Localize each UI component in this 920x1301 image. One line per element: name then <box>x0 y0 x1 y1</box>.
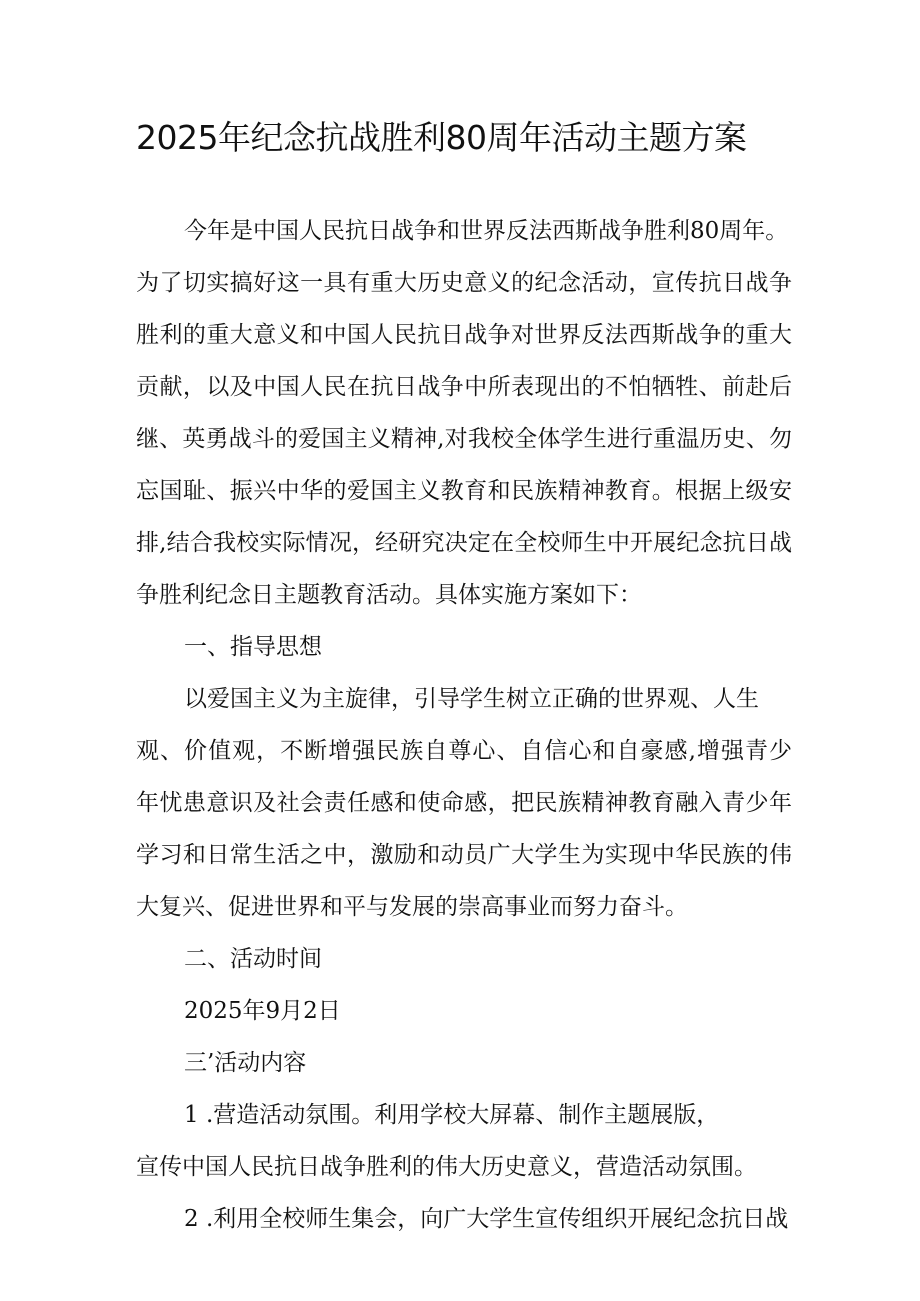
paragraph-guiding-thought <box>136 673 796 933</box>
section-heading-activity-content: 三’活动内容 <box>184 1050 307 1076</box>
paragraph-line: 继、英勇战斗的爱国主义精神,对我校全体学生进行重温历史、勿 <box>136 426 792 452</box>
paragraph-line: 贡献，以及中国人民在抗日战争中所表现出的不怕牺牲、前赴后 <box>136 374 792 400</box>
section-heading-guiding-thought: 一、指导思想 <box>184 634 322 660</box>
paragraph-line: 忘国耻、振兴中华的爱国主义教育和民族精神教育。根据上级安 <box>136 478 792 504</box>
paragraph-intro <box>136 205 796 621</box>
paragraph-line: 1 .营造活动氛围。利用学校大屏幕、制作主题展版， <box>184 1102 720 1128</box>
paragraph-line: 学习和日常生活之中，激励和动员广大学生为实现中华民族的伟 <box>136 842 792 868</box>
paragraph-line: 大复兴、促进世界和平与发展的崇高事业而努力奋斗。 <box>136 894 688 920</box>
document-body <box>136 205 796 1245</box>
activity-date: 2025年9月2日 <box>184 998 341 1024</box>
paragraph-line: 观、价值观，不断增强民族自尊心、自信心和自豪感,增强青少 <box>136 738 792 764</box>
paragraph-line: 宣传中国人民抗日战争胜利的伟大历史意义，营造活动氛围。 <box>136 1154 757 1180</box>
paragraph-line: 以爱国主义为主旋律，引导学生树立正确的世界观、人生 <box>184 686 759 712</box>
content-item-1 <box>136 1089 796 1193</box>
document-title: 2025年纪念抗战胜利80周年活动主题方案 <box>136 118 747 157</box>
paragraph-line: 2 .利用全校师生集会，向广大学生宣传组织开展纪念抗日战 <box>184 1206 789 1232</box>
paragraph-line: 为了切实搞好这一具有重大历史意义的纪念活动，宣传抗日战争 <box>136 270 792 296</box>
paragraph-line: 今年是中国人民抗日战争和世界反法西斯战争胜利80周年。 <box>184 218 789 244</box>
paragraph-line: 排,结合我校实际情况，经研究决定在全校师生中开展纪念抗日战 <box>136 530 792 556</box>
paragraph-line: 胜利的重大意义和中国人民抗日战争对世界反法西斯战争的重大 <box>136 322 792 348</box>
section-heading-activity-time: 二、活动时间 <box>184 946 322 972</box>
paragraph-line: 年忧患意识及社会责任感和使命感，把民族精神教育融入青少年 <box>136 790 792 816</box>
content-item-2 <box>136 1193 796 1245</box>
paragraph-line: 争胜利纪念日主题教育活动。具体实施方案如下： <box>136 582 642 608</box>
